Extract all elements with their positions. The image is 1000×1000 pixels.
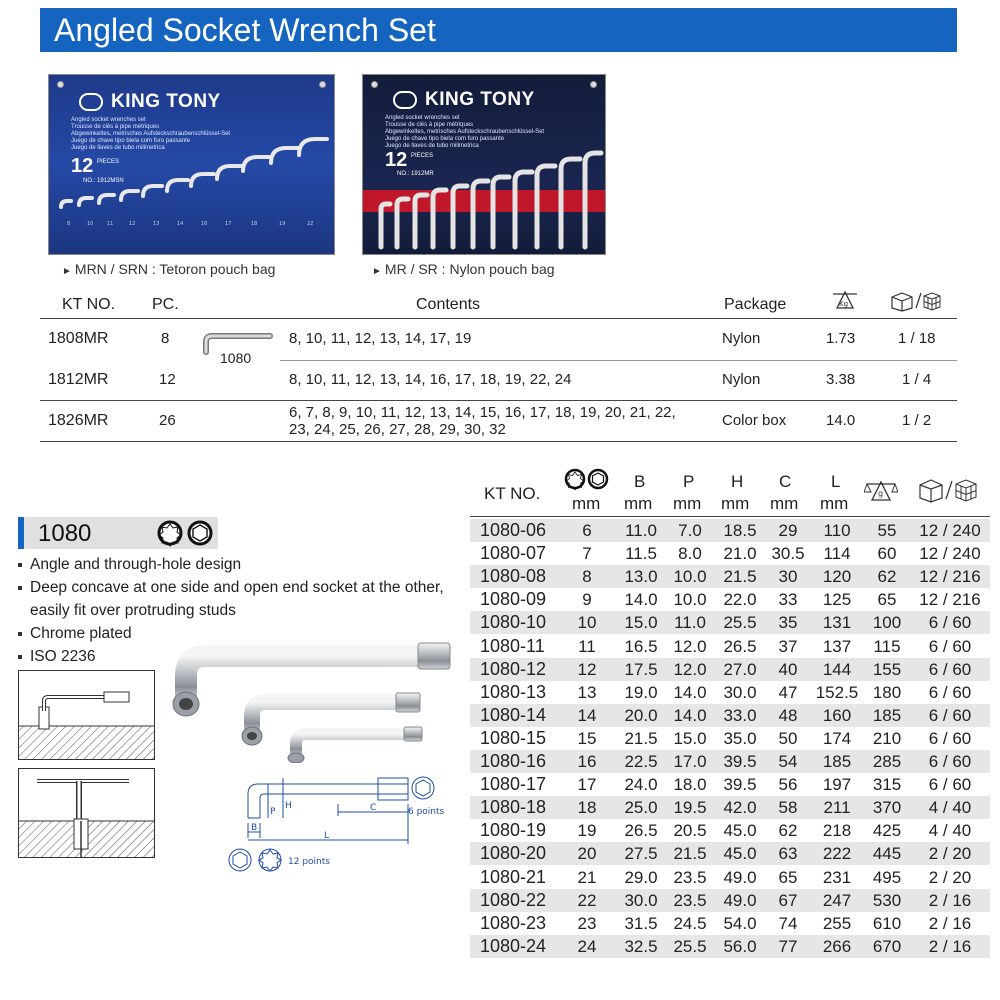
table-cell: 100: [872, 613, 902, 633]
table-cell: 14.0: [673, 705, 707, 725]
table-cell: 32.5: [624, 936, 658, 956]
table-cell: 15.0: [673, 728, 707, 748]
table-cell: 152.5: [815, 682, 859, 702]
carton-box-icon: [916, 474, 982, 504]
table-cell: 1080-24: [480, 935, 547, 956]
triangle-right-icon: ►: [372, 266, 382, 277]
table-cell: 54.0: [723, 913, 757, 933]
table-cell: 18.0: [673, 775, 707, 795]
svg-text:17: 17: [225, 221, 232, 227]
svg-text:18: 18: [251, 221, 258, 227]
set-row-pack: 1 / 18: [898, 330, 936, 347]
table-row: [470, 635, 990, 658]
table-cell: 19.0: [624, 682, 658, 702]
table-cell: 6 / 60: [928, 752, 972, 771]
set-row-kt: 1808MR: [48, 330, 109, 347]
spec-header-h: H: [731, 472, 744, 491]
table-cell: 14: [577, 705, 597, 725]
spec-header-c: C: [779, 472, 792, 491]
table-cell: 40: [778, 659, 798, 679]
table-cell: 19.5: [673, 798, 707, 818]
table-cell: 21: [577, 867, 597, 887]
table-row: [470, 519, 990, 542]
spec-header-divider: [470, 516, 990, 517]
table-cell: 7.0: [678, 521, 702, 540]
table-cell: 21.5: [673, 844, 707, 864]
page-title: Angled Socket Wrench Set: [54, 12, 436, 48]
table-cell: 11.5: [625, 544, 657, 564]
svg-text:22: 22: [307, 221, 314, 227]
set-row-kt: 1826MR: [48, 412, 109, 429]
table-cell: 247: [822, 890, 852, 910]
table-cell: 530: [872, 890, 902, 910]
pouch-image-nylon: [362, 74, 606, 255]
table-cell: 8: [582, 567, 592, 587]
feature-item: ISO 2236: [16, 645, 456, 668]
product-section-header: [18, 517, 218, 549]
table-cell: 11.0: [674, 613, 706, 633]
table-cell: 20: [577, 844, 597, 864]
table-cell: 12 / 240: [919, 521, 981, 540]
table-cell: 9: [582, 590, 592, 610]
table-cell: 26.5: [624, 821, 658, 841]
table-cell: 29.0: [624, 867, 658, 887]
table-cell: 13: [577, 682, 597, 702]
table-row: [470, 611, 990, 634]
spec-header-b-unit: mm: [624, 494, 653, 513]
table-cell: 29: [778, 521, 798, 540]
table-row: [470, 727, 990, 750]
set-row-divider: [40, 400, 957, 401]
table-cell: 16: [577, 752, 597, 771]
dim-label-twelve-points: 12 points: [288, 857, 330, 867]
product-photo-wrenches: [160, 638, 460, 763]
feature-item: Deep concave at one side and open end socket at the other, easily fit over protruding studs: [16, 576, 456, 622]
table-cell: 12: [577, 659, 597, 679]
table-cell: 30: [778, 567, 798, 587]
table-cell: 30.5: [771, 544, 805, 564]
table-row: [470, 866, 990, 889]
table-cell: 114: [823, 544, 851, 564]
table-cell: 495: [872, 867, 902, 887]
table-row: [470, 588, 990, 611]
spec-header-l: L: [831, 472, 841, 491]
table-cell: 2 / 16: [928, 913, 972, 933]
table-cell: 22: [577, 890, 597, 910]
table-cell: 1080-22: [480, 889, 547, 910]
table-cell: 16.5: [624, 636, 658, 656]
table-cell: 1080-17: [480, 774, 547, 795]
table-cell: 48: [778, 705, 798, 725]
usage-through-hole-illustration: [19, 769, 155, 858]
dim-label-c: C: [370, 803, 377, 813]
set-header-divider: [40, 318, 957, 319]
table-cell: 12 / 216: [919, 567, 981, 587]
table-cell: 22.0: [723, 590, 757, 610]
spec-header-size-unit: mm: [572, 494, 601, 513]
table-row: [470, 658, 990, 681]
table-cell: 6: [582, 521, 592, 540]
weight-kg-icon: [830, 288, 860, 312]
twelve-point-diagram: [226, 846, 366, 876]
table-cell: 1080-16: [480, 751, 547, 771]
table-cell: 180: [872, 682, 902, 702]
table-row: [470, 681, 990, 704]
set-row-contents: 6, 7, 8, 9, 10, 11, 12, 13, 14, 15, 16, 17, 18, 19, 20, 21, 22,: [289, 404, 676, 421]
table-cell: 54: [778, 752, 798, 771]
table-cell: 19: [577, 821, 597, 841]
set-row-pack: 1 / 2: [902, 412, 932, 429]
set-header-contents: Contents: [416, 296, 481, 313]
pouch-brand: KING TONY: [425, 89, 535, 110]
pouch-model: NO.: 1912MSN: [83, 178, 124, 184]
dim-label-l: L: [324, 831, 330, 841]
table-cell: 222: [822, 844, 852, 864]
table-cell: 6 / 60: [928, 659, 972, 679]
table-cell: 39.5: [723, 752, 757, 771]
table-cell: 18.5: [723, 521, 757, 540]
usage-diagram-through-hole: [18, 768, 155, 858]
table-cell: 425: [872, 821, 902, 841]
table-cell: 211: [823, 798, 851, 818]
table-cell: 24.0: [624, 775, 658, 795]
svg-text:10: 10: [87, 221, 94, 227]
table-cell: 20.5: [673, 821, 707, 841]
table-cell: 60: [877, 544, 897, 564]
table-cell: 31.5: [624, 913, 658, 933]
table-cell: 2 / 20: [928, 844, 972, 864]
table-cell: 23: [577, 913, 597, 933]
table-cell: 185: [822, 752, 852, 771]
table-cell: 25.0: [624, 798, 658, 818]
table-cell: 8.0: [678, 544, 702, 564]
set-row-kt: 1812MR: [48, 371, 109, 388]
pouch-pieces: PIECES: [97, 159, 120, 165]
spec-header-l-unit: mm: [820, 494, 849, 513]
table-cell: 1080-20: [480, 843, 547, 864]
spec-header-p-unit: mm: [673, 494, 702, 513]
table-cell: 255: [822, 913, 852, 933]
table-cell: 7: [582, 544, 592, 564]
svg-text:16: 16: [201, 221, 208, 227]
set-row-pc: 8: [161, 330, 170, 347]
table-cell: 1080-14: [480, 704, 547, 725]
table-cell: 33: [778, 590, 798, 610]
set-row-contents: 8, 10, 11, 12, 13, 14, 17, 19: [289, 330, 472, 347]
table-cell: 27.0: [723, 659, 757, 679]
table-cell: 131: [822, 613, 852, 633]
table-cell: 55: [877, 521, 897, 540]
table-cell: 12.0: [673, 636, 707, 656]
table-cell: 30.0: [723, 682, 757, 702]
table-row: [470, 819, 990, 842]
table-cell: 25.5: [673, 936, 707, 956]
table-cell: 2 / 16: [928, 936, 972, 956]
svg-text:Kg: Kg: [839, 300, 849, 308]
table-cell: 14.0: [624, 590, 658, 610]
table-cell: 2 / 20: [928, 867, 972, 887]
table-row: [470, 773, 990, 796]
table-cell: 1080-18: [480, 797, 547, 818]
table-cell: 160: [822, 705, 852, 725]
table-cell: 1080-08: [480, 566, 547, 587]
table-cell: 10.0: [673, 590, 707, 610]
set-row-pc: 26: [159, 412, 176, 429]
set-row-divider: [280, 360, 957, 361]
pouch-subtitle: Angled socket wrenches set Trousse de clés à pipe métriques Abgewinkeltes, metrisches Aufsteckschraubenschlüssel-Set Juego de chave tipo biela com furo passante Juego de llaves de tubo milimetrica: [385, 115, 545, 149]
table-cell: 1080-11: [480, 635, 545, 656]
svg-text:g: g: [878, 489, 884, 498]
product-code: 1080: [38, 520, 92, 547]
feature-item: Angle and through-hole design: [16, 553, 456, 576]
table-cell: 26.5: [723, 636, 757, 656]
table-cell: 1080-10: [480, 612, 547, 633]
table-cell: 174: [822, 728, 852, 748]
table-cell: 63: [778, 844, 798, 864]
feature-item: Chrome plated: [16, 622, 456, 645]
dim-label-p: P: [270, 807, 276, 817]
table-cell: 10.0: [673, 567, 707, 587]
pouch-subtitle: Angled socket wrenches set Trousse de clés à pipe métriques Abgewinkeltes, metrisches Aufsteckschraubenschlüssel-Set Juego de chave tipo biela com furo passante Juego de llaves de tubo milimetrica: [71, 117, 231, 151]
table-cell: 56.0: [723, 936, 757, 956]
table-row: [470, 889, 990, 912]
table-cell: 35: [778, 613, 798, 633]
set-row-weight: 14.0: [826, 412, 856, 429]
table-cell: 17.5: [624, 659, 658, 679]
table-cell: 15: [577, 728, 597, 748]
svg-text:12: 12: [129, 221, 136, 227]
spec-header-p: P: [683, 472, 695, 491]
spec-header-kt-no: KT NO.: [484, 484, 541, 503]
table-cell: 56: [778, 775, 798, 795]
svg-text:11: 11: [107, 221, 114, 227]
table-cell: 218: [822, 821, 852, 841]
table-cell: 6 / 60: [928, 682, 972, 702]
table-cell: 62: [778, 821, 798, 841]
set-header-kt-no: KT NO.: [62, 296, 116, 313]
table-row: [470, 542, 990, 565]
table-cell: 1080-21: [480, 866, 547, 887]
svg-text:13: 13: [153, 221, 160, 227]
table-cell: 6 / 60: [928, 705, 972, 725]
table-cell: 35.0: [723, 728, 757, 748]
set-row-pack: 1 / 4: [902, 371, 932, 388]
spec-header-b: B: [634, 472, 646, 491]
table-cell: 21.5: [624, 728, 658, 748]
pouch-model: NO.: 1912MR: [397, 171, 434, 177]
set-diagram-label: 1080: [220, 350, 252, 366]
table-cell: 11: [578, 636, 596, 656]
dim-label-b: B: [251, 823, 258, 833]
set-row-package: Color box: [722, 412, 787, 429]
table-cell: 6 / 60: [928, 613, 972, 633]
table-cell: 30.0: [624, 890, 658, 910]
pouch-count: 12: [71, 155, 94, 177]
spec-header-c-unit: mm: [770, 494, 799, 513]
table-cell: 65: [877, 590, 897, 610]
table-cell: 10: [577, 613, 597, 633]
pouch-pieces: PIECES: [411, 153, 434, 159]
table-cell: 27.5: [624, 844, 658, 864]
table-cell: 315: [872, 775, 902, 795]
table-cell: 115: [873, 636, 901, 656]
table-cell: 22.5: [624, 752, 658, 771]
table-cell: 1080-15: [480, 727, 547, 748]
table-cell: 50: [778, 728, 798, 748]
table-cell: 42.0: [723, 798, 757, 818]
six-twelve-point-icon: [564, 468, 610, 490]
table-cell: 144: [822, 659, 852, 679]
weight-g-icon: [864, 476, 898, 506]
set-row-pc: 12: [159, 371, 176, 388]
table-cell: 6 / 60: [928, 728, 972, 748]
table-cell: 17: [577, 775, 597, 795]
table-cell: 610: [872, 913, 902, 933]
table-cell: 4 / 40: [928, 798, 972, 818]
table-cell: 24.5: [673, 913, 707, 933]
table-cell: 110: [823, 521, 851, 540]
dim-label-h: H: [285, 801, 292, 811]
svg-text:19: 19: [279, 221, 286, 227]
table-row: [470, 842, 990, 865]
table-cell: 17.0: [673, 752, 707, 771]
table-cell: 74: [778, 913, 798, 933]
set-header-pc: PC.: [152, 296, 179, 313]
table-cell: 45.0: [723, 844, 757, 864]
table-cell: 1080-12: [480, 658, 547, 679]
six-point-twelve-point-icon: [156, 519, 220, 547]
table-row: [470, 935, 990, 958]
table-row: [470, 796, 990, 819]
table-cell: 47: [778, 682, 798, 702]
svg-text:8: 8: [67, 221, 71, 227]
table-row: [470, 912, 990, 935]
table-cell: 231: [822, 867, 852, 887]
usage-diagram-angle: [18, 670, 155, 760]
table-cell: 67: [778, 890, 798, 910]
table-cell: 1080-09: [480, 589, 547, 610]
table-cell: 4 / 40: [928, 821, 972, 841]
table-cell: 20.0: [624, 705, 658, 725]
table-cell: 2 / 16: [928, 890, 972, 910]
table-cell: 49.0: [723, 867, 757, 887]
table-cell: 77: [778, 936, 798, 956]
table-cell: 33.0: [723, 705, 757, 725]
table-cell: 6 / 60: [928, 775, 972, 795]
table-cell: 62: [877, 567, 897, 587]
set-table-bottom: [40, 441, 957, 442]
table-cell: 197: [822, 775, 852, 795]
set-row-package: Nylon: [722, 371, 761, 388]
table-cell: 18: [577, 798, 597, 818]
table-cell: 266: [822, 936, 852, 956]
pouch-wrenches-illustration: [363, 75, 606, 255]
table-cell: 155: [872, 659, 902, 679]
table-cell: 12.0: [673, 659, 707, 679]
table-cell: 125: [822, 590, 852, 610]
table-cell: 1080-19: [480, 820, 547, 841]
table-cell: 445: [872, 844, 902, 864]
set-row-weight: 1.73: [826, 330, 856, 347]
table-cell: 670: [872, 936, 902, 956]
table-row: [470, 565, 990, 588]
table-cell: 25.5: [723, 613, 757, 633]
pouch-caption-nylon: ► MR / SR : Nylon pouch bag: [372, 261, 555, 277]
triangle-right-icon: ►: [62, 266, 72, 277]
table-cell: 65: [778, 867, 798, 887]
table-cell: 21.0: [723, 544, 757, 564]
table-cell: 15.0: [624, 613, 658, 633]
table-cell: 11.0: [625, 521, 657, 540]
set-row-package: Nylon: [722, 330, 761, 347]
table-cell: 37: [778, 636, 798, 656]
table-cell: 12 / 240: [919, 544, 981, 564]
table-cell: 1080-06: [480, 520, 547, 540]
table-cell: 24: [577, 936, 597, 956]
table-cell: 1080-07: [480, 543, 547, 564]
table-cell: 6 / 60: [928, 636, 972, 656]
table-cell: 370: [872, 798, 902, 818]
table-cell: 12 / 216: [919, 590, 981, 610]
table-cell: 1080-13: [480, 681, 547, 702]
pouch-wrenches-illustration: [49, 75, 335, 255]
table-cell: 39.5: [723, 775, 757, 795]
table-row: [470, 704, 990, 727]
dim-label-six-points: 6 points: [408, 807, 445, 817]
set-row-weight: 3.38: [826, 371, 856, 388]
set-row-contents-line2: 23, 24, 25, 26, 27, 28, 29, 30, 32: [289, 421, 506, 438]
table-cell: 23.5: [673, 890, 707, 910]
table-cell: 185: [872, 705, 902, 725]
table-cell: 14.0: [673, 682, 707, 702]
table-cell: 13.0: [624, 567, 658, 587]
carton-box-icon: [888, 288, 944, 312]
pouch-brand: KING TONY: [111, 91, 221, 112]
table-cell: 45.0: [723, 821, 757, 841]
table-cell: 1080-23: [480, 912, 547, 933]
table-cell: 58: [778, 798, 798, 818]
title-bar: [40, 8, 957, 52]
pouch-count: 12: [385, 149, 408, 171]
table-cell: 210: [872, 728, 902, 748]
set-header-package: Package: [724, 296, 787, 313]
table-row: [470, 750, 990, 773]
pouch-image-tetoron: [48, 74, 335, 255]
table-cell: 49.0: [723, 890, 757, 910]
svg-text:14: 14: [177, 221, 184, 227]
table-cell: 137: [822, 636, 852, 656]
table-cell: 23.5: [673, 867, 707, 887]
table-cell: 285: [872, 752, 902, 771]
table-cell: 120: [822, 567, 852, 587]
spec-header-h-unit: mm: [721, 494, 750, 513]
usage-angle-illustration: [19, 671, 155, 760]
pouch-caption-tetoron: ► MRN / SRN : Tetoron pouch bag: [62, 261, 276, 277]
set-row-contents: 8, 10, 11, 12, 13, 14, 16, 17, 18, 19, 22, 24: [289, 371, 572, 388]
table-cell: 21.5: [723, 567, 757, 587]
